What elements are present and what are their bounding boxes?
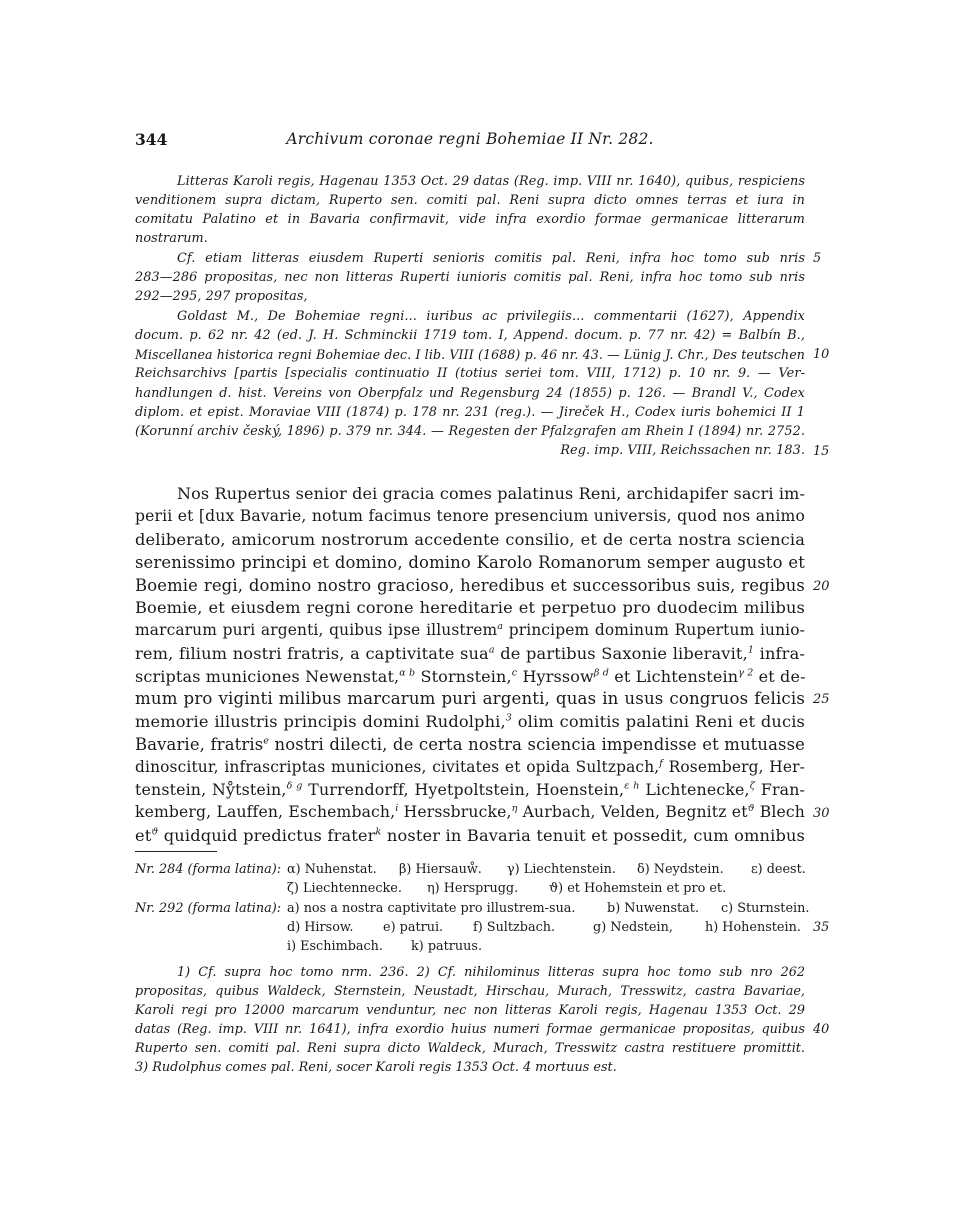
running-header — [135, 130, 805, 156]
preface-line: Litteras Karoli regis, Hagenau 1353 Oct. 29 datas (Reg. imp. VIII nr. 1640), quibus, respiciens — [177, 174, 805, 189]
line-number: 10 — [813, 347, 830, 362]
running-title: Archivum coronae regni Bohemiae II Nr. 282. — [286, 130, 654, 148]
line-number: 20 — [813, 579, 830, 594]
preface-line: 283—286 propositas, nec non litteras Ruperti iunioris comitis pal. Reni, infra hoc tomo sub nris — [135, 270, 805, 285]
body-line: dinoscitur, infrascriptas municiones, civitates et opida Sultzpach,$^f$ Rosemberg, Her- — [135, 757, 805, 776]
line-number: 30 — [813, 806, 830, 821]
preface-line: docum. p. 62 nr. 42 (ed. J. H. Schminckii 1719 tom. I, Append. docum. p. 77 nr. 42) = Balbín B., — [135, 328, 805, 343]
line-number: 5 — [813, 251, 822, 266]
preface-line: Miscellanea historica regni Bohemiae dec. I lib. VIII (1688) p. 46 nr. 43. — Lünig J. Chr., Des teutschen — [135, 347, 805, 362]
body-line: marcarum puri argenti, quibus ipse illustrem$^a$ principem dominum Rupertum iunio- — [135, 620, 806, 639]
preface-line: nostrarum. — [135, 231, 208, 246]
body-line: Boemie, et eiusdem regni corone hereditarie et perpetuo pro duodecim milibus — [135, 598, 805, 617]
variant-row: i) Eschimbach. k) patruus. — [287, 939, 483, 954]
preface-line: diplom. et epist. Moraviae VIII (1874) p. 178 nr. 231 (reg.). — Jireček H., Codex iuris bohemici II 1 — [135, 405, 805, 420]
line-number: 25 — [813, 692, 830, 707]
footnote-line: Karoli regi pro 12000 marcarum venduntur, nec non litteras Karoli regis, Hagenau 1353 Oct. 29 — [135, 1003, 805, 1018]
body-line: deliberato, amicorum nostrorum accedente consilio, et de certa nostra sciencia — [135, 530, 805, 549]
body-line: perii et [dux Bavarie, notum facimus tenore presencium universis, quod nos animo — [135, 507, 805, 525]
body-line: tenstein, Nẙtstein,$^{\delta g}$ Turrendorff, Hyetpoltstein, Hoenstein,$^{\varepsilon h}$ Lichtenecke,$^\zeta$ Fran- — [135, 780, 806, 799]
footnote-line: propositas, quibus Waldeck, Sternstein, Neustadt, Hirschau, Murach, Tresswitz, castra Bavariae, — [135, 984, 805, 999]
variant-row: d) Hirsow. e) patrui. f) Sultzbach. g) Nedstein, h) Hohenstein. — [287, 920, 801, 935]
preface-line: 292—295, 297 propositas, — [135, 289, 308, 304]
preface-line: comitatu Palatino et in Bavaria confirmavit, vide infra exordio formae germanicae litterarum — [135, 212, 805, 227]
preface-line: handlungen d. hist. Vereins von Oberpfalz und Regensburg 24 (1855) p. 126. — Brandl V., Codex — [135, 386, 805, 401]
footnote-line: 1) Cf. supra hoc tomo nrm. 236. 2) Cf. nihilominus litteras supra hoc tomo sub nro 262 — [177, 965, 805, 980]
body-line: Boemie regi, domino nostro gracioso, heredibus et successoribus suis, regibus — [135, 576, 805, 595]
body-line: rem, filium nostri fratris, a captivitate sua$^a$ de partibus Saxonie liberavit,$^1$ infra- — [135, 644, 805, 663]
body-line: memorie illustris principis domini Rudolphi,$^3$ olim comitis palatini Reni et ducis — [135, 712, 805, 731]
line-number: 40 — [813, 1022, 830, 1037]
body-line: serenissimo principi et domino, domino Karolo Romanorum semper augusto et — [135, 553, 805, 572]
footnote-line: datas (Reg. imp. VIII nr. 1641), infra exordio huius numeri formae germanicae propositas, quibus — [135, 1022, 805, 1037]
variant-row: ζ) Liechtennecke. η) Hersprugg. ϑ) et Hohemstein et pro et. — [287, 881, 727, 896]
line-number: 15 — [813, 444, 830, 459]
preface-line: (Korunní archiv český, 1896) p. 379 nr. 344. — Regesten der Pfalzgrafen am Rhein I (1894) nr. 2752. — [135, 424, 805, 439]
body-line: Bavarie, fratris$^e$ nostri dilecti, de certa nostra sciencia impendisse et mutuasse — [135, 735, 805, 754]
body-line: Nos Rupertus senior dei gracia comes palatinus Reni, archidapifer sacri im- — [177, 484, 806, 503]
preface-line: Goldast M., De Bohemiae regni... iuribus ac privilegiis... commentarii (1627), Appendix — [177, 309, 805, 324]
preface-line: Cf. etiam litteras eiusdem Ruperti senioris comitis pal. Reni, infra hoc tomo sub nris — [177, 251, 805, 266]
body-line: mum pro viginti milibus marcarum puri argenti, quas in usus congruos felicis — [135, 689, 805, 708]
variant-label: Nr. 292 (forma latina): — [135, 901, 282, 916]
preface-line: Reichsarchivs [partis [specialis continuatio II (totius seriei tom. VIII, 1712) p. 10 nr. 9. — Ver- — [135, 366, 805, 381]
body-line: scriptas municiones Newenstat,$^{\alpha b}$ Stornstein,$^c$ Hyrssow$^{\beta d}$ et Lichtenstein$^{\gamma 2}$ et de- — [135, 667, 806, 686]
variant-label: Nr. 284 (forma latina): — [135, 862, 282, 877]
variant-row: Nr. 284 (forma latina): α) Nuhenstat. β) Hiersauẘ. γ) Liechtenstein. δ) Neydstein. ε) deest. — [135, 862, 806, 877]
preface-line: Reg. imp. VIII, Reichssachen nr. 183. — [560, 443, 805, 458]
footnote-line: Ruperto sen. comiti pal. Reni supra dicto Waldeck, Murach, Tresswitz castra restituere promittit. — [135, 1041, 805, 1056]
body-line: $et^ϑ$ quidquid predictus frater$^k$ noster in Bavaria tenuit et possedit, cum omnibus — [135, 826, 805, 845]
variant-row: Nr. 292 (forma latina): a) nos a nostra captivitate pro illustrem-sua. b) Nuwenstat. c) Sturnstein. — [135, 901, 810, 916]
footnote-rule — [135, 851, 217, 852]
footnote-line: 3) Rudolphus comes pal. Reni, socer Karoli regis 1353 Oct. 4 mortuus est. — [135, 1060, 617, 1075]
body-line: kemberg, Lauffen, Eschembach,$^i$ Herssbrucke,$^\eta$ Aurbach, Velden, Begnitz $et^ϑ$ Blech — [135, 802, 805, 821]
preface-line: venditionem supra dictam, Ruperto sen. comiti pal. Reni supra dicto omnes terras et iura in — [135, 193, 805, 208]
page-number: 344 — [135, 130, 168, 149]
line-number: 35 — [813, 920, 830, 935]
